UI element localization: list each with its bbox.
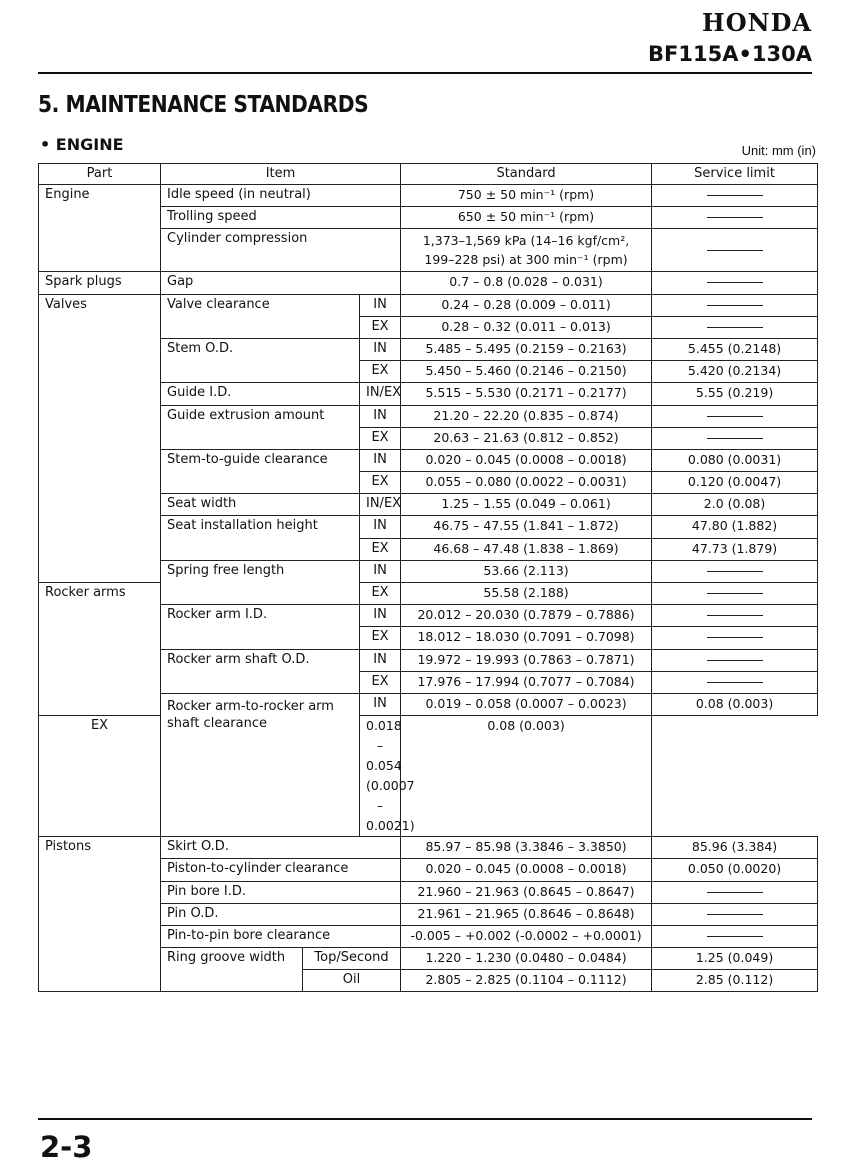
standard-cell: 5.515 – 5.530 (0.2171 – 0.2177) <box>401 383 652 405</box>
no-limit-dash <box>707 593 763 594</box>
item-cell: Cylinder compression <box>161 229 401 272</box>
no-limit-dash <box>707 682 763 683</box>
model-name: BF115A•130A <box>648 42 812 66</box>
standard-line: 199–228 psi) at 300 min⁻¹ (rpm) <box>424 252 628 268</box>
limit-cell <box>652 229 818 272</box>
part-cell: Pistons <box>39 837 161 992</box>
item-cell: Stem-to-guide clearance <box>161 449 360 493</box>
ex-label: EX <box>360 627 401 649</box>
limit-cell <box>652 671 818 693</box>
limit-cell <box>652 207 818 229</box>
standard-cell: -0.005 – +0.002 (-0.0002 – +0.0001) <box>401 925 652 947</box>
standard-cell: 53.66 (2.113) <box>401 560 652 582</box>
header-standard: Standard <box>401 164 652 185</box>
unit-note: Unit: mm (in) <box>741 143 816 158</box>
standard-cell: 21.20 – 22.20 (0.835 – 0.874) <box>401 405 652 427</box>
standard-cell: 0.24 – 0.28 (0.009 – 0.011) <box>401 294 652 316</box>
limit-cell: 47.73 (1.879) <box>652 538 818 560</box>
header-part: Part <box>39 164 161 185</box>
header-rule <box>38 72 812 74</box>
ex-label: EX <box>360 427 401 449</box>
table-row <box>39 185 818 207</box>
header-item: Item <box>161 164 401 185</box>
section-heading: • ENGINE <box>40 135 124 154</box>
limit-cell <box>652 903 818 925</box>
ex-label: EX <box>360 671 401 693</box>
limit-cell <box>652 185 818 207</box>
limit-cell <box>652 627 818 649</box>
in-label: IN <box>360 516 401 538</box>
standard-cell: 55.58 (2.188) <box>401 583 652 605</box>
standard-cell: 0.018 – 0.054 (0.0007 – 0.0021) <box>360 716 401 837</box>
ex-label: EX <box>360 472 401 494</box>
standard-cell: 20.63 – 21.63 (0.812 – 0.852) <box>401 427 652 449</box>
standard-cell: 5.450 – 5.460 (0.2146 – 0.2150) <box>401 361 652 383</box>
brand-logo: HONDA <box>702 8 812 37</box>
standard-cell: 0.28 – 0.32 (0.011 – 0.013) <box>401 316 652 338</box>
item-cell: Ring groove width <box>161 948 303 992</box>
standard-cell: 0.020 – 0.045 (0.0008 – 0.0018) <box>401 859 652 881</box>
item-cell: Guide I.D. <box>161 383 360 405</box>
ex-label: EX <box>39 716 161 837</box>
limit-cell: 1.25 (0.049) <box>652 948 818 970</box>
limit-cell <box>652 427 818 449</box>
in-ex-label: IN/EX <box>360 383 401 405</box>
standard-cell: 17.976 – 17.994 (0.7077 – 0.7084) <box>401 671 652 693</box>
no-limit-dash <box>707 637 763 638</box>
no-limit-dash <box>707 914 763 915</box>
no-limit-dash <box>707 327 763 328</box>
item-cell <box>161 693 360 836</box>
limit-cell <box>652 925 818 947</box>
item-cell: Rocker arm I.D. <box>161 605 360 649</box>
item-cell: Seat installation height <box>161 516 360 560</box>
ex-label: EX <box>360 316 401 338</box>
table-row <box>39 294 818 316</box>
no-limit-dash <box>707 416 763 417</box>
no-limit-dash <box>707 660 763 661</box>
in-label: IN <box>360 294 401 316</box>
standard-cell: 18.012 – 18.030 (0.7091 – 0.7098) <box>401 627 652 649</box>
standard-cell: 21.961 – 21.965 (0.8646 – 0.8648) <box>401 903 652 925</box>
item-cell: Skirt O.D. <box>161 837 401 859</box>
in-label: IN <box>360 449 401 471</box>
item-cell: Seat width <box>161 494 360 516</box>
in-label: IN <box>360 605 401 627</box>
standard-cell: 19.972 – 19.993 (0.7863 – 0.7871) <box>401 649 652 671</box>
standard-cell: 0.055 – 0.080 (0.0022 – 0.0031) <box>401 472 652 494</box>
standard-cell: 21.960 – 21.963 (0.8645 – 0.8647) <box>401 881 652 903</box>
standard-cell: 85.97 – 85.98 (3.3846 – 3.3850) <box>401 837 652 859</box>
item-cell: Trolling speed <box>161 207 401 229</box>
no-limit-dash <box>707 250 763 251</box>
standard-cell: 1.25 – 1.55 (0.049 – 0.061) <box>401 494 652 516</box>
ex-label: EX <box>360 361 401 383</box>
standard-cell: 1.220 – 1.230 (0.0480 – 0.0484) <box>401 948 652 970</box>
standard-cell: 650 ± 50 min⁻¹ (rpm) <box>401 207 652 229</box>
table-row <box>39 272 818 294</box>
no-limit-dash <box>707 936 763 937</box>
standard-cell: 5.485 – 5.495 (0.2159 – 0.2163) <box>401 338 652 360</box>
item-line: Rocker arm-to-rocker arm <box>167 698 334 714</box>
no-limit-dash <box>707 195 763 196</box>
limit-cell: 2.85 (0.112) <box>652 970 818 992</box>
ex-label: EX <box>360 538 401 560</box>
no-limit-dash <box>707 615 763 616</box>
limit-cell: 85.96 (3.384) <box>652 837 818 859</box>
header-service-limit: Service limit <box>652 164 818 185</box>
no-limit-dash <box>707 217 763 218</box>
table-header-row <box>39 164 818 185</box>
limit-cell <box>652 583 818 605</box>
standard-cell: 0.7 – 0.8 (0.028 – 0.031) <box>401 272 652 294</box>
in-label: IN <box>360 693 401 715</box>
part-cell: Spark plugs <box>39 272 161 294</box>
item-cell: Pin-to-pin bore clearance <box>161 925 401 947</box>
limit-cell <box>652 649 818 671</box>
limit-cell: 0.050 (0.0020) <box>652 859 818 881</box>
item-cell: Pin O.D. <box>161 903 401 925</box>
engine-spec-table <box>38 163 818 992</box>
part-cell: Engine <box>39 185 161 272</box>
no-limit-dash <box>707 892 763 893</box>
item-cell: Guide extrusion amount <box>161 405 360 449</box>
item-cell: Spring free length <box>161 560 360 604</box>
limit-cell: 0.08 (0.003) <box>401 716 652 837</box>
standard-cell: 0.019 – 0.058 (0.0007 – 0.0023) <box>401 693 652 715</box>
standard-cell <box>401 229 652 272</box>
part-cell: Rocker arms <box>39 583 161 716</box>
table-row <box>39 583 818 605</box>
limit-cell <box>652 881 818 903</box>
table-row <box>39 716 818 837</box>
page-number: 2-3 <box>40 1130 93 1164</box>
oil-label: Oil <box>303 970 401 992</box>
no-limit-dash <box>707 571 763 572</box>
standard-cell: 46.68 – 47.48 (1.838 – 1.869) <box>401 538 652 560</box>
limit-cell <box>652 316 818 338</box>
standard-cell: 0.020 – 0.045 (0.0008 – 0.0018) <box>401 449 652 471</box>
limit-cell <box>652 560 818 582</box>
limit-cell: 5.55 (0.219) <box>652 383 818 405</box>
in-label: IN <box>360 338 401 360</box>
top-second-label: Top/Second <box>303 948 401 970</box>
item-cell: Pin bore I.D. <box>161 881 401 903</box>
page-title: 5. MAINTENANCE STANDARDS <box>38 92 369 118</box>
limit-cell: 5.420 (0.2134) <box>652 361 818 383</box>
limit-cell: 47.80 (1.882) <box>652 516 818 538</box>
limit-cell <box>652 405 818 427</box>
item-cell: Rocker arm shaft O.D. <box>161 649 360 693</box>
no-limit-dash <box>707 438 763 439</box>
no-limit-dash <box>707 282 763 283</box>
limit-cell <box>652 272 818 294</box>
in-label: IN <box>360 405 401 427</box>
standard-cell: 2.805 – 2.825 (0.1104 – 0.1112) <box>401 970 652 992</box>
standard-line: 1,373–1,569 kPa (14–16 kgf/cm², <box>422 233 630 249</box>
limit-cell <box>652 605 818 627</box>
item-cell: Gap <box>161 272 401 294</box>
limit-cell: 2.0 (0.08) <box>652 494 818 516</box>
item-cell: Stem O.D. <box>161 338 360 382</box>
item-line: shaft clearance <box>167 715 267 731</box>
table-row <box>39 837 818 859</box>
limit-cell: 5.455 (0.2148) <box>652 338 818 360</box>
limit-cell: 0.080 (0.0031) <box>652 449 818 471</box>
standard-cell: 20.012 – 20.030 (0.7879 – 0.7886) <box>401 605 652 627</box>
ex-label: EX <box>360 583 401 605</box>
item-cell: Idle speed (in neutral) <box>161 185 401 207</box>
in-label: IN <box>360 560 401 582</box>
item-cell: Valve clearance <box>161 294 360 338</box>
footer-rule <box>38 1118 812 1120</box>
part-cell: Valves <box>39 294 161 582</box>
in-label: IN <box>360 649 401 671</box>
limit-cell: 0.08 (0.003) <box>652 693 818 715</box>
standard-cell: 750 ± 50 min⁻¹ (rpm) <box>401 185 652 207</box>
limit-cell: 0.120 (0.0047) <box>652 472 818 494</box>
standard-cell: 46.75 – 47.55 (1.841 – 1.872) <box>401 516 652 538</box>
limit-cell <box>652 294 818 316</box>
item-cell: Piston-to-cylinder clearance <box>161 859 401 881</box>
no-limit-dash <box>707 305 763 306</box>
in-ex-label: IN/EX <box>360 494 401 516</box>
